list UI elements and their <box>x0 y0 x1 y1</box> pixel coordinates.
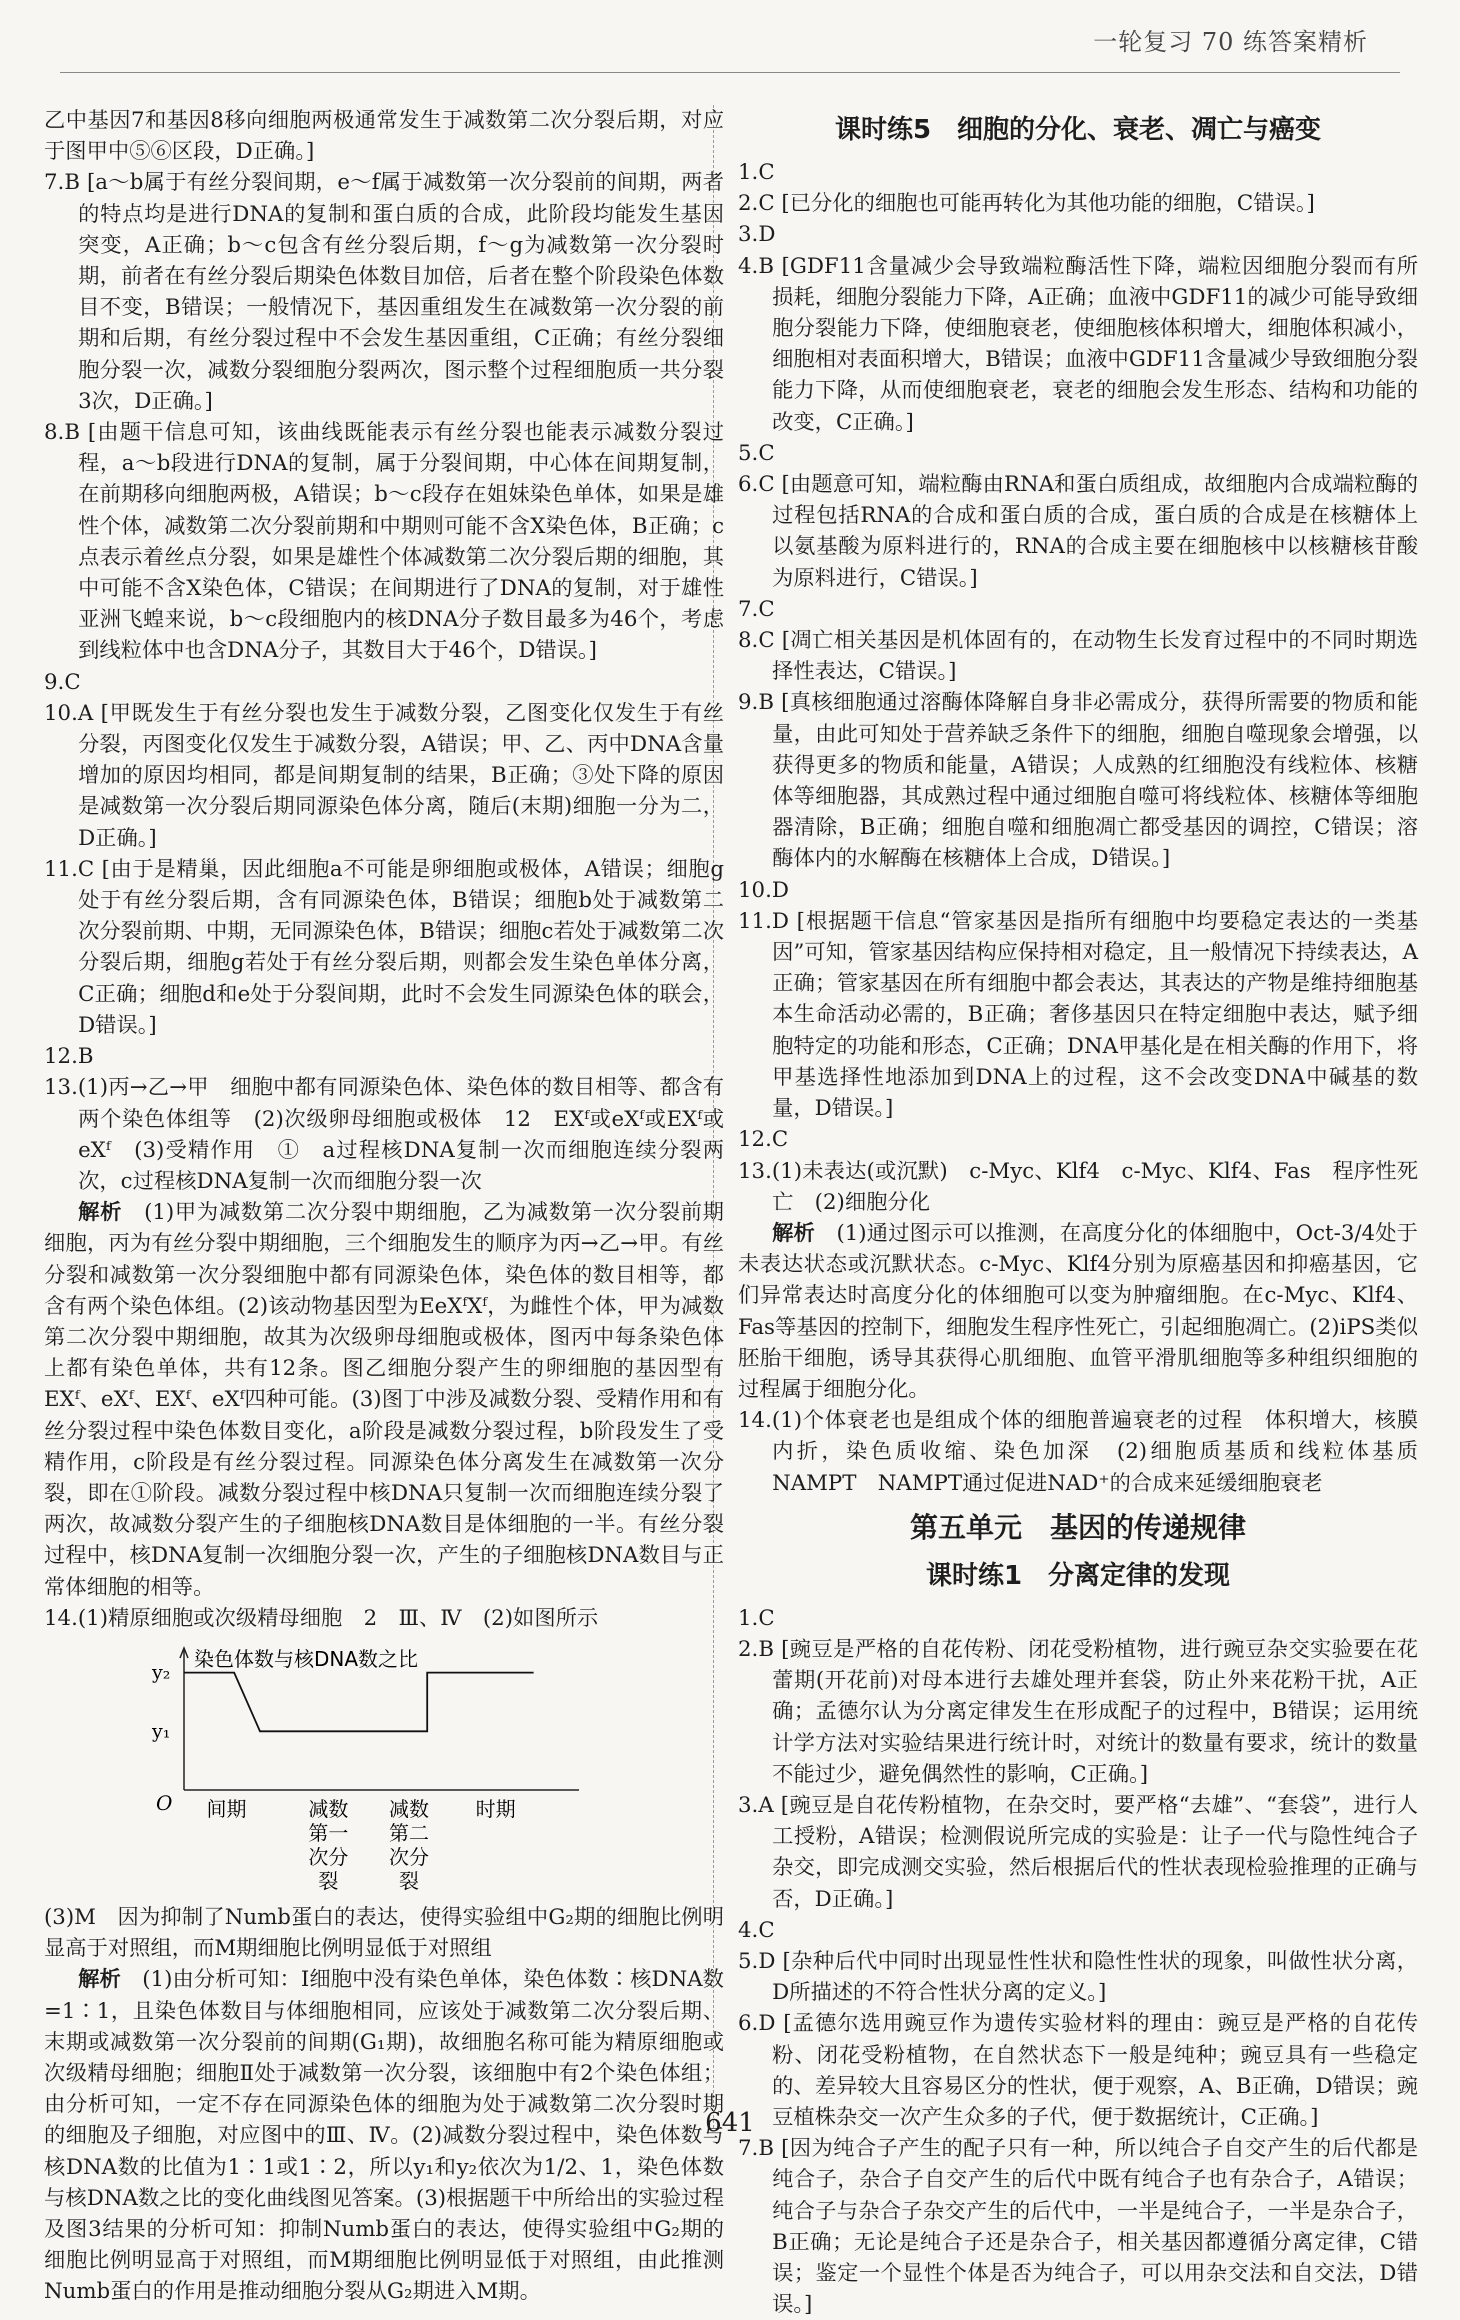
answer-r1: 1.C <box>738 160 775 185</box>
section-title-lesson-1: 课时练1 分离定律的发现 <box>925 1560 1231 1591</box>
header-rule <box>60 72 1400 73</box>
analysis-13 <box>44 1197 724 1603</box>
answer-s6: 6.D [孟德尔选用豌豆作为遗传实验材料的理由：豌豆是严格的自花传粉、闭花受粉植物，在自然状态下一般是纯种；豌豆具有一些稳定的、差异较大且容易区分的性状，便于观察，A、B正确，D错误；豌豆植株杂交一次产生众多的子代，便于数据统计，C正确。] <box>738 2011 1418 2130</box>
answer-7: 7.B [a～b属于有丝分裂间期，e～f属于减数第一次分裂前的间期，两者的特点均是进行DNA的复制和蛋白质的合成，此阶段均能发生基因突变，A正确；b～c包含有丝分裂后期，f～g为减数第一次分裂时期，前者在有丝分裂后期染色体数目加倍，后者在整个阶段染色体数目不变，B错误；一般情况下，基因重组发生在减数第一次分裂的前期和后期，有丝分裂过程中不会发生基因重组，C正确；有丝分裂细胞分裂一次，减数分裂细胞分裂两次，图示整个过程细胞质一共分裂3次，D正确。] <box>44 170 724 414</box>
answer-r9: 9.B [真核细胞通过溶酶体降解自身非必需成分，获得所需要的物质和能量，由此可知处于营养缺乏条件下的细胞，细胞自噬现象会增强，以获得更多的物质和能量，A错误；人成熟的红细胞没有线粒体、核糖体等细胞器，其成熟过程中通过细胞自噬可将线粒体、核糖体等细胞器清除，B正确；细胞自噬和细胞凋亡都受基因的调控，C错误；溶酶体内的水解酶在核糖体上合成，D错误。] <box>738 690 1418 872</box>
x-tick-label-3: 第二 <box>388 1820 429 1845</box>
x-tick-label-3: 次分 <box>388 1844 429 1869</box>
answer-s3: 3.A [豌豆是自花传粉植物，在杂交时，要严格“去雄”、“套袋”，进行人工授粉，A错误；检测假说所完成的实验是：让子一代与隐性纯合子杂交，即完成测交实验，然后根据后代的性状表现检验推理的正确与否，D正确。] <box>738 1792 1418 1912</box>
x-tick-label-3: 裂 <box>398 1868 419 1893</box>
origin-label: O <box>156 1790 173 1815</box>
answer-s4: 4.C <box>738 1917 775 1943</box>
unit-5-title: 第五单元 基因的传递规律 <box>909 1510 1246 1544</box>
answer-r6: 6.C [由题意可知，端粒酶由RNA和蛋白质组成，故细胞内合成端粒酶的过程包括RNA的合成和蛋白质的合成，蛋白质的合成是在核糖体上以氨基酸为原料进行的，RNA的合成主要在细胞核中以核糖核苷酸为原料进行，C错误。] <box>738 472 1418 591</box>
answer-11: 11.C [由于是精巢，因此细胞a不可能是卵细胞或极体，A错误；细胞g处于有丝分裂后期，含有同源染色体，B错误；细胞b处于减数第二次分裂前期、中期，无同源染色体，B错误；细胞c若处于减数第二次分裂后期，细胞g若处于有丝分裂后期，则都会发生染色单体分离，C正确；细胞d和e处于分裂间期，此时不会发生同源染色体的联会，D错误。] <box>44 856 724 1038</box>
answer-13-genotypes: EXᶠ或eXᶠ或EXᶠ或eXᶠ <box>78 1106 724 1163</box>
answer-r8: 8.C [凋亡相关基因是机体固有的，在动物生长发育过程中的不同时期选择性表达，C错误。] <box>738 628 1418 685</box>
page-header: 一轮复习 70 练答案精析 <box>1093 28 1368 56</box>
answer-s2: 2.B [豌豆是严格的自花传粉、闭花受粉植物，进行豌豆杂交实验要在花蕾期(开花前)对母本进行去雄处理并套袋，防止外来花粉干扰，A正确；孟德尔认为分离定律发生在形成配子的过程中，B错误；运用统计学方法对实验结果进行统计时，对统计的数量有要求，统计的数量不能过少，避免偶然性的影响，C正确。] <box>738 1636 1418 1787</box>
ratio-series-line <box>184 1673 534 1732</box>
answer-8: 8.B [由题干信息可知，该曲线既能表示有丝分裂也能表示减数分裂过程，a～b段进行DNA的复制，属于分裂间期，中心体在间期复制，在前期移向细胞两极，A错误；b～c段存在姐妹染色单体，如果是雄性个体，减数第二次分裂前期和中期则可能不含X染色体，B正确；c点表示着丝点分裂，如果是雄性个体减数第二次分裂后期的细胞，其中可能不含X染色体，C错误；在间期进行了DNA的复制，对于雄性亚洲飞蝗来说，b～c段细胞内的核DNA分子数目最多为46个，考虑到线粒体中也含DNA分子，其数目大于46个，D错误。] <box>44 420 724 664</box>
answer-r13: 13.(1)未表达(或沉默) c-Myc、Klf4 c-Myc、Klf4、Fas 程序性死亡 (2)细胞分化 <box>738 1158 1418 1215</box>
y-tick-label-y2: y₂ <box>152 1661 171 1684</box>
answer-r5: 5.C <box>738 440 775 466</box>
y-tick-label-y1: y₁ <box>152 1720 171 1743</box>
answer-r12: 12.C <box>738 1127 789 1153</box>
answer-6-continued: 乙中基因7和基因8移向细胞两极通常发生于减数第二次分裂后期，对应于图甲中⑤⑥区段，D正确。] <box>44 108 724 165</box>
answer-r14: 14.(1)个体衰老也是组成个体的细胞普遍衰老的过程 体积增大，核膜内折，染色质收缩、染色加深 (2)细胞质基质和线粒体基质 NAMPT NAMPT通过促进NAD⁺的合成来延缓细胞衰老 <box>738 1408 1440 1496</box>
answer-14-part-3: (3)M 因为抑制了Numb蛋白的表达，使得实验组中G₂期的细胞比例明显高于对照组，而M期细胞比例明显低于对照组 <box>44 1904 724 1962</box>
x-tick-label-1: 间期 <box>206 1796 247 1821</box>
answer-r2: 2.C [已分化的细胞也可能再转化为其他功能的细胞，C错误。] <box>738 191 1315 217</box>
x-tick-label-2: 次分 <box>308 1844 349 1869</box>
x-tick-label-2: 裂 <box>318 1868 339 1893</box>
analysis-r13 <box>738 1218 1418 1405</box>
ratio-chart <box>144 1640 604 1900</box>
ratio-chart-svg <box>144 1640 604 1900</box>
analysis-14-text: (1)由分析可知：Ⅰ细胞中没有染色单体，染色体数∶核DNA数=1∶1，且染色体数目与体细胞相同，应该处于减数第二次分裂后期、末期或减数第一次分裂前的间期(G₁期)，故细胞名称可能为精原细胞或次级精母细胞；细胞Ⅱ处于减数第一次分裂，该细胞中有2个染色体组；由分析可知，一定不存在同源染色体的细胞为处于减数第二次分裂时期的细胞及子细胞，对应图中的Ⅲ、Ⅳ。(2)减数分裂过程中，染色体数与核DNA数的比值为1∶1或1∶2，所以y₁和y₂依次为1/2、1，染色体数与核DNA数之比的变化曲线图见答案。(3)根据题干中所给出的实验过程及图3结果的分析可知：抑制Numb蛋白的表达，使得实验组中G₂期的细胞比例明显高于对照组，而M期细胞比例明显低于对照组，由此推测Numb蛋白的作用是推动细胞分裂从G₂期进入M期。 <box>44 1967 724 2305</box>
answer-r11: 11.D [根据题干信息“管家基因是指所有细胞中均要稳定表达的一类基因”可知，管家基因结构应保持相对稳定，且一般情况下持续表达，A正确；管家基因在所有细胞中都会表达，其表达的产物是维持细胞基本生命活动必需的，B正确；奢侈基因只在特定细胞中表达，赋予细胞特定的功能和形态，C正确；DNA甲基化是在相关酶的作用下，将甲基选择性地添加到DNA上的过程，这不会改变DNA中碱基的数量，D错误。] <box>738 908 1418 1122</box>
x-tick-label-3: 减数 <box>388 1796 429 1821</box>
chart-title: 染色体数与核DNA数之比 <box>194 1646 419 1671</box>
answer-r4: 4.B [GDF11含量减少会导致端粒酶活性下降，端粒因细胞分裂而有所损耗，细胞分裂能力下降，A正确；血液中GDF11的减少可能导致细胞分裂能力下降，使细胞衰老，使细胞核体积增大，细胞体积减小，细胞相对表面积增大，B错误；血液中GDF11含量减少导致细胞分裂能力下降，从而使细胞衰老，衰老的细胞会发生形态、结构和功能的改变，C正确。] <box>738 253 1418 435</box>
analysis-r13-text: (1)通过图示可以推测，在高度分化的体细胞中，Oct-3/4处于未表达状态或沉默状态。c-Myc、Klf4分别为原癌基因和抑癌基因，它们异常表达时高度分化的体细胞可以变为肿瘤细胞。在c-Myc、Klf4、Fas等基因的控制下，细胞发生程序性死亡，引起细胞凋亡。(2)iPS类似胚胎干细胞，诱导其获得心肌细胞、血管平滑肌细胞等多种组织细胞的过程属于细胞分化。 <box>738 1220 1418 1402</box>
analysis-13-text: (1)甲为减数第二次分裂中期细胞，乙为减数第一次分裂前期细胞，丙为有丝分裂中期细胞，三个细胞发生的顺序为丙→乙→甲。有丝分裂和减数第一次分裂细胞中都有同源染色体，染色体的数目相等，都含有两个染色体组。(2)该动物基因型为EeXᶠXᶠ，为雌性个体，甲为减数第二次分裂中期细胞，故其为次级卵母细胞或极体，图丙中每条染色体上都有染色单体，共有12条。图乙细胞分裂产生的卵细胞的基因型有EXᶠ、eXᶠ、EXᶠ、eXᶠ四种可能。(3)图丁中涉及减数分裂、受精作用和有丝分裂过程中染色体数目变化，a阶段是减数分裂过程，b阶段发生了受精作用，c阶段是有丝分裂过程。同源染色体分离发生在减数第一次分裂，即在①阶段。减数分裂过程中核DNA只复制一次而细胞连续分裂了两次，故减数分裂产生的子细胞核DNA数目是体细胞的一半。有丝分裂过程中，核DNA复制一次细胞分裂一次，产生的子细胞核DNA数目与正常体细胞的相等。 <box>44 1200 724 1600</box>
answer-r10: 10.D <box>738 877 789 903</box>
answer-s5: 5.D [杂种后代中同时出现显性性状和隐性性状的现象，叫做性状分离，D所描述的不符合性状分离的定义。] <box>738 1948 1418 2006</box>
answer-r7: 7.C <box>738 596 775 622</box>
answer-13 <box>44 1072 724 1197</box>
page-number: 641 <box>705 2108 755 2138</box>
right-column <box>738 105 1440 2320</box>
section-title-lesson-5: 课时练5 细胞的分化、衰老、凋亡与癌变 <box>834 115 1322 145</box>
answer-s1: 1.C <box>738 1605 775 1631</box>
left-column <box>44 105 724 2308</box>
answer-s7: 7.B [因为纯合子产生的配子只有一种，所以纯合子自交产生的后代都是纯合子，杂合子自交产生的后代中既有纯合子也有杂合子，A错误；纯合子与杂合子杂交产生的后代中，一半是纯合子，一半是杂合子，B正确；无论是纯合子还是杂合子，相关基因都遵循分离定律，C错误；鉴定一个显性个体是否为纯合子，可以用杂交法和自交法，D错误。] <box>738 2136 1418 2318</box>
answer-10: 10.A [甲既发生于有丝分裂也发生于减数分裂，乙图变化仅发生于有丝分裂，丙图变化仅发生于减数分裂，A错误；甲、乙、丙中DNA含量增加的原因均相同，都是间期复制的结果，B正确；③处下降的原因是减数第一次分裂后期同源染色体分离，随后(末期)细胞一分为二，D正确。] <box>44 700 724 851</box>
analysis-label: 解析 <box>78 1967 121 1993</box>
answer-r3: 3.D <box>738 222 776 248</box>
answer-13-part-b: (3)受精作用 ① a过程核DNA复制一次而细胞连续分裂两次，c过程核DNA复制一次而细胞分裂一次 <box>78 1137 724 1194</box>
answer-12: 12.B <box>44 1044 94 1070</box>
x-tick-label-4: 时期 <box>475 1796 516 1821</box>
x-tick-label-2: 减数 <box>308 1796 349 1821</box>
x-tick-label-2: 第一 <box>308 1820 349 1845</box>
analysis-label: 解析 <box>772 1220 815 1246</box>
answer-13-part-a: 13.(1)丙→乙→甲 细胞中都有同源染色体、染色体的数目相等、都含有两个染色体组等 (2)次级卵母细胞或极体 12 <box>44 1075 724 1132</box>
analysis-label: 解析 <box>78 1200 123 1226</box>
answer-14: 14.(1)精原细胞或次级精母细胞 2 Ⅲ、Ⅳ (2)如图所示 <box>44 1605 599 1631</box>
answer-9: 9.C <box>44 669 81 695</box>
